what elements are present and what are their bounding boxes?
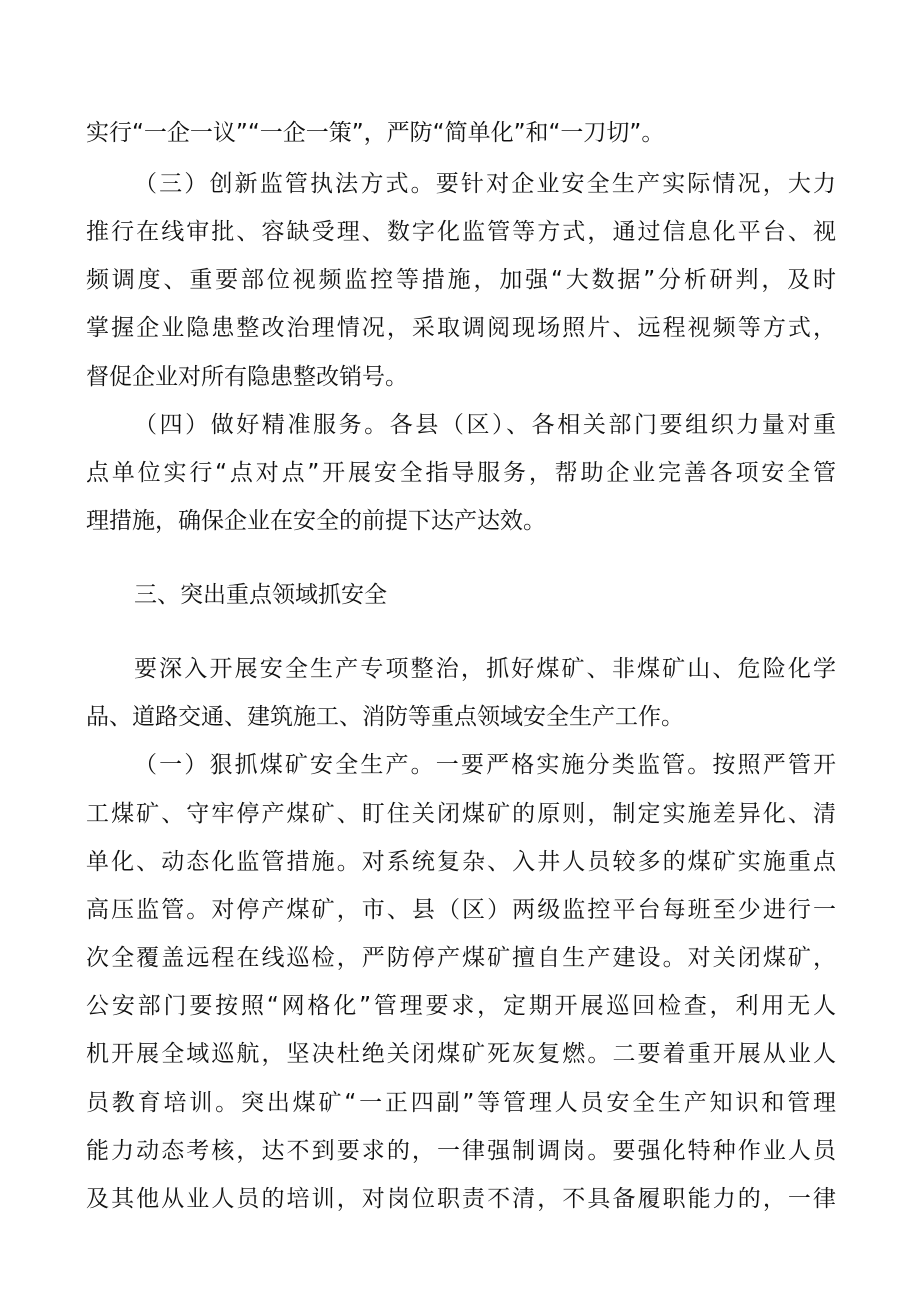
text-line (0, 215, 920, 249)
section-heading (0, 578, 920, 612)
line-text: 及其他从业人员的培训，对岗位职责不清，不具备履职能力的，一律 (86, 1186, 836, 1212)
line-text: 工煤矿、守牢停产煤矿、盯住关闭煤矿的原则，制定实施差异化、清 (86, 801, 836, 827)
text-line (0, 311, 920, 345)
line-text: 督促企业对所有隐患整改销号。 (86, 364, 408, 390)
line-text: （四）做好精准服务。各县（区）、各相关部门要组织力量对重 (134, 412, 836, 438)
line-text: 能力动态考核，达不到要求的，一律强制调岗。要强化特种作业人员 (86, 1138, 836, 1164)
text-line (0, 845, 920, 879)
paragraph-first-line (0, 167, 920, 201)
paragraph-first-line (0, 408, 920, 442)
text-line (0, 700, 920, 734)
line-text: （一）狠抓煤矿安全生产。一要严格实施分类监管。按照严管开 (134, 752, 836, 778)
text-line (0, 1037, 920, 1071)
text-line (0, 1134, 920, 1168)
text-line (0, 797, 920, 831)
paragraph-first-line (0, 748, 920, 782)
section-heading-text: 三、突出重点领域抓安全 (134, 582, 387, 608)
line-text: 推行在线审批、容缺受理、数字化监管等方式，通过信息化平台、视 (86, 219, 836, 245)
text-line (0, 504, 920, 538)
text-line (0, 116, 920, 150)
line-text: 单化、动态化监管措施。对系统复杂、入井人员较多的煤矿实施重点 (86, 849, 836, 875)
line-text: 掌握企业隐患整改治理情况，采取调阅现场照片、远程视频等方式， (86, 315, 836, 341)
line-text: （三）创新监管执法方式。要针对企业安全生产实际情况，大力 (134, 171, 836, 197)
text-line (0, 456, 920, 490)
text-line (0, 360, 920, 394)
line-text: 品、道路交通、建筑施工、消防等重点领域安全生产工作。 (86, 704, 684, 730)
text-line (0, 989, 920, 1023)
line-text: 要深入开展安全生产专项整治，抓好煤矿、非煤矿山、危险化学 (134, 656, 836, 682)
line-text: 频调度、重要部位视频监控等措施，加强“大数据”分析研判，及时 (86, 267, 836, 293)
text-line (0, 941, 920, 975)
paragraph-first-line (0, 652, 920, 686)
line-text: 机开展全域巡航，坚决杜绝关闭煤矿死灰复燃。二要着重开展从业人 (86, 1041, 836, 1067)
line-text: 点单位实行“点对点”开展安全指导服务，帮助企业完善各项安全管 (86, 460, 836, 486)
text-line (0, 893, 920, 927)
line-text: 公安部门要按照“网格化”管理要求，定期开展巡回检查，利用无人 (86, 993, 836, 1019)
line-text: 员教育培训。突出煤矿“一正四副”等管理人员安全生产知识和管理 (86, 1090, 836, 1116)
text-line (0, 263, 920, 297)
text-line (0, 1086, 920, 1120)
line-text: 实行“一企一议”“一企一策”，严防“简单化”和“一刀切”。 (86, 120, 665, 146)
line-text: 高压监管。对停产煤矿，市、县（区）两级监控平台每班至少进行一 (86, 897, 836, 923)
line-text: 理措施，确保企业在安全的前提下达产达效。 (86, 508, 546, 534)
line-text: 次全覆盖远程在线巡检，严防停产煤矿擅自生产建设。对关闭煤矿， (86, 945, 836, 971)
text-line (0, 1182, 920, 1216)
